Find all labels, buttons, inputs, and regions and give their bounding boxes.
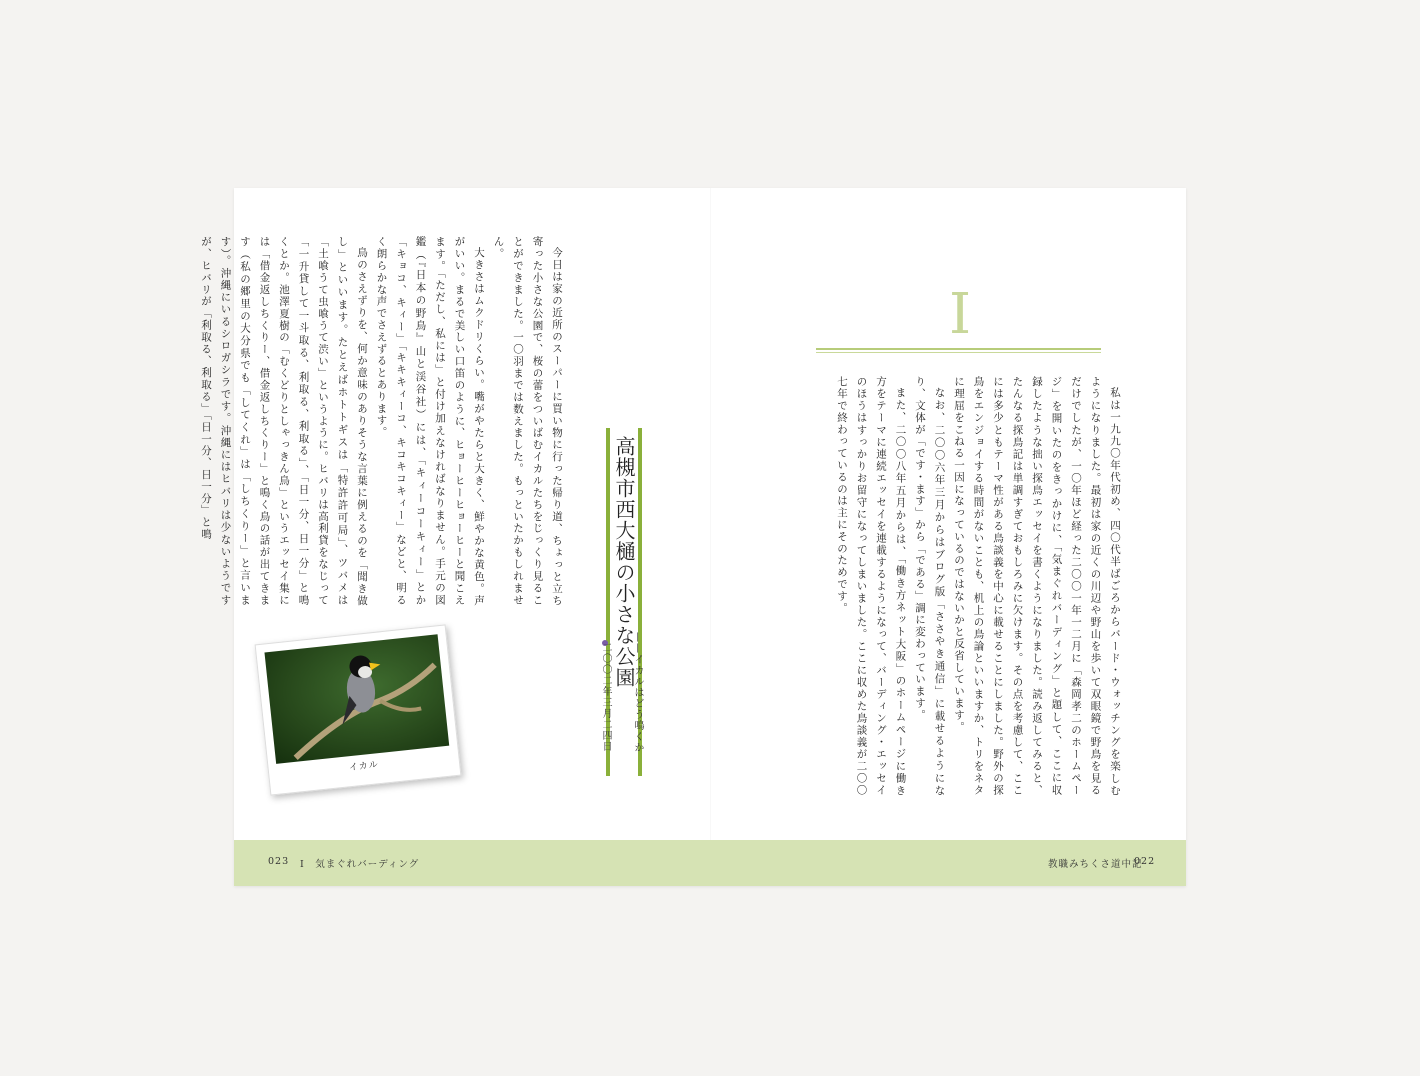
book-spread <box>200 188 1186 886</box>
gutter-shadow <box>710 188 711 840</box>
left-page-number: 023 <box>268 856 290 867</box>
bird-illustration <box>264 634 449 764</box>
section-rule <box>816 348 1101 350</box>
essay-subtitle: ——イカルはどう鳴くか <box>632 632 643 753</box>
essay-date: 二〇〇二年三月二四日 <box>600 642 611 752</box>
right-running-head: 教職みちくさ道中記 <box>1048 859 1143 870</box>
paragraph: また、二〇〇八年五月からは、「働き方ネット大阪」のホームページに働き方をテーマに連続エッセイを連載するようになって、バーディング・エッセイのほうはすっかりお留守になってしまいました。ここに収めた鳥談義が二〇〇七年で終わっているのは主にそのためです。 <box>836 376 907 796</box>
photo-card <box>255 624 462 795</box>
photo-caption: イカル <box>348 760 380 774</box>
section-numeral: I <box>949 282 972 347</box>
left-running-head: I 気まぐれバーディング <box>300 859 420 870</box>
footer-band <box>234 840 1186 886</box>
left-page-body <box>200 236 566 606</box>
paragraph: 鳥のさえずりを、何か意味のありそうな言葉に例えるのを「聞き做し」といいます。たとえばホトトギスは「特許許可局」、ツバメは「土喰うて虫喰うて渋い」というように。ヒバリは高利貸をなじって「一升貸して一斗取る、利取る、利取る」、「日一分、日一分」と鳴くとか。池澤夏樹の「むくどりとしゃっきん鳥」というエッセイ集には「借金返しちくりー、借金返しちくりー」と鳴く鳥の話が出てきます（私の郷里の大分県でも「してくれ」は「しちくりー」と言います）。沖縄にいるシロガシラです。沖縄にはヒバリは少ないようですが、ヒバリが「利取る、利取る」「日一分、日一分」と鳴 <box>200 236 368 606</box>
paragraph: なお、二〇〇六年三月からはブログ版「ささやき通信」に載せるようになり、文体が「です・ます」から「である」調に変わっています。 <box>914 376 946 796</box>
section-rule-thin <box>816 352 1101 353</box>
paragraph: 大きさはムクドリくらい。嘴がやたらと大きく、鮮やかな黄色。声がいい。まるで美しい口笛のように、ヒョーヒーヒョーヒーと聞こえます。「ただし、私には」と付け加えなければなりません。手元の図鑑（『日本の野鳥』山と渓谷社）には、「キィーコーキィー」とか「キョコ、キィー」「キキキィーコ、キコキコキィー」などと、明るく朗らかな声でさえずるとあります。 <box>375 236 485 606</box>
paragraph: 私は一九九〇年代初め、四〇代半ばごろからバード・ウォッチングを楽しむようになりました。最初は家の近くの川辺や野山を歩いて双眼鏡で野鳥を見るだけでしたが、一〇年ほど経った二〇〇一年一二月に「森岡孝二のホームページ」を開いたのをきっかけに、「気まぐれバーディング」と題して、ここに収録したような拙い探鳥エッセイを書くようになりました。読み返してみると、たんなる探鳥記は単調すぎておもしろみに欠けます。その点を考慮して、ここには多少ともテーマ性がある鳥談義を中心に載せることにしました。野外の探鳥をエンジョイする時間がないことも、机上の鳥論といいますか、トリをネタに理屈をこねる一因になっているのではないかと反省しています。 <box>953 376 1121 796</box>
essay-title: 高槻市西大樋の小さな公園 <box>612 436 636 688</box>
paragraph: 今日は家の近所のスーパーに買い物に行った帰り道、ちょっと立ち寄った小さな公園で、桜の蕾をついばむイカルたちをじっくり見ることができました。一〇羽までは数えました。もっといたかもしれません。 <box>492 236 563 606</box>
bird-photo <box>264 634 449 764</box>
right-page-body <box>816 376 1124 796</box>
right-page-number: 022 <box>1134 856 1156 867</box>
